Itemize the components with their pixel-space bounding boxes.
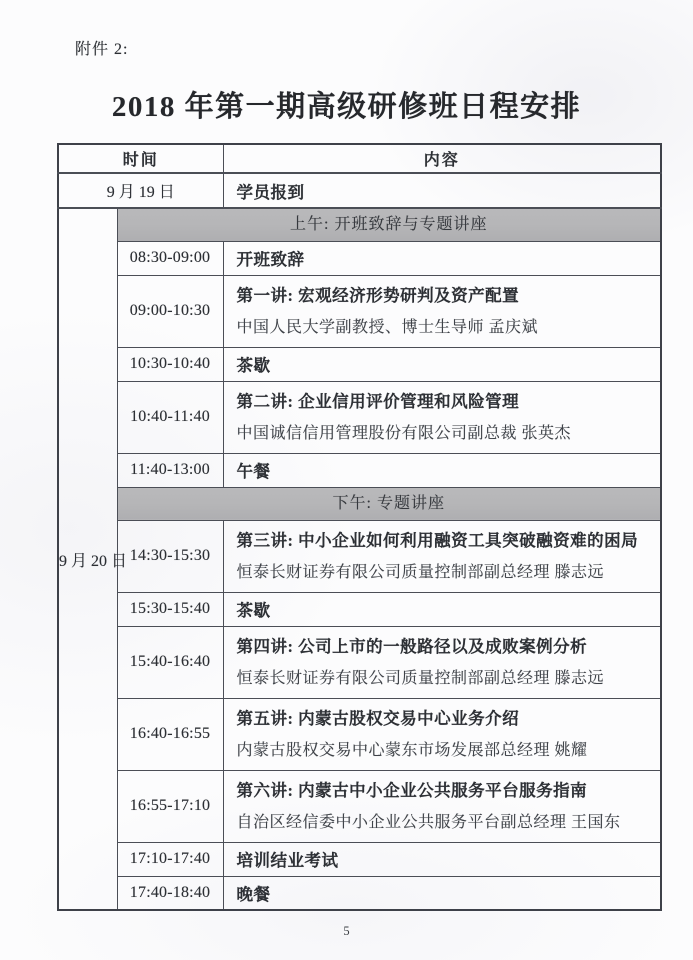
table-row (58, 347, 661, 381)
page-number: 5 (343, 924, 350, 938)
date-cell-sep19: 9 月 19 日 (58, 173, 223, 208)
session-title: 第五讲: 内蒙古股权交易中心业务介绍 (236, 709, 520, 728)
session-title: 学员报到 (236, 182, 305, 202)
speaker-line: 自治区经信委中小企业公共服务平台副总经理 王国东 (236, 814, 621, 831)
attachment-label: 附件 2: (75, 41, 129, 58)
page-title: 2018 年第一期高级研修班日程安排 (111, 91, 582, 123)
content-cell (223, 626, 661, 698)
session-title: 第四讲: 公司上市的一般路径以及成败案例分析 (236, 637, 588, 656)
session-title: 茶歇 (236, 601, 271, 620)
table-row (58, 241, 661, 275)
time-cell: 16:40-16:55 (117, 698, 223, 770)
session-title: 第二讲: 企业信用评价管理和风险管理 (236, 392, 520, 411)
content-cell (223, 173, 661, 208)
table-row (58, 173, 661, 208)
morning-session-banner: 上午: 开班致辞与专题讲座 (117, 208, 661, 241)
table-row (58, 381, 661, 453)
content-cell (223, 876, 661, 910)
session-title: 晚餐 (236, 884, 271, 904)
date-cell-sep20: 9 月 20 日 (58, 208, 117, 910)
time-cell: 10:30-10:40 (117, 347, 223, 381)
time-cell: 08:30-09:00 (117, 241, 223, 275)
table-row (58, 698, 661, 770)
content-cell (223, 347, 661, 381)
time-cell: 15:40-16:40 (117, 626, 223, 698)
table-row (58, 626, 661, 698)
afternoon-session-banner: 下午: 专题讲座 (117, 487, 661, 520)
session-title: 开班致辞 (236, 250, 305, 269)
session-title: 午餐 (236, 462, 271, 481)
content-cell (223, 520, 661, 592)
time-cell: 11:40-13:00 (117, 453, 223, 487)
content-column-header: 内容 (223, 144, 661, 173)
speaker-line: 中国诚信信用管理股份有限公司副总裁 张英杰 (236, 425, 572, 442)
time-cell: 14:30-15:30 (117, 520, 223, 592)
time-cell: 17:40-18:40 (117, 876, 223, 910)
session-title: 第六讲: 内蒙古中小企业公共服务平台服务指南 (236, 781, 588, 800)
content-cell (223, 698, 661, 770)
content-cell (223, 592, 661, 626)
session-title: 茶歇 (236, 356, 271, 375)
time-cell: 09:00-10:30 (117, 275, 223, 347)
content-cell (223, 842, 661, 876)
speaker-line: 中国人民大学副教授、博士生导师 孟庆斌 (236, 319, 539, 336)
table-header-row (58, 144, 661, 173)
content-cell (223, 770, 661, 842)
speaker-line: 恒泰长财证券有限公司质量控制部副总经理 滕志远 (236, 670, 605, 687)
session-title: 第三讲: 中小企业如何利用融资工具突破融资难的困局 (236, 531, 639, 550)
time-cell: 17:10-17:40 (117, 842, 223, 876)
session-title: 培训结业考试 (236, 851, 339, 870)
content-cell (223, 275, 661, 347)
table-row (58, 592, 661, 626)
table-row (58, 842, 661, 876)
speaker-line: 内蒙古股权交易中心蒙东市场发展部总经理 姚耀 (236, 742, 588, 759)
time-cell: 10:40-11:40 (117, 381, 223, 453)
session-title: 第一讲: 宏观经济形势研判及资产配置 (236, 286, 520, 305)
schedule-table (57, 143, 662, 911)
time-cell: 15:30-15:40 (117, 592, 223, 626)
table-row (58, 876, 661, 910)
content-cell (223, 241, 661, 275)
table-row (58, 520, 661, 592)
content-cell (223, 453, 661, 487)
table-row (58, 275, 661, 347)
table-row (58, 770, 661, 842)
content-cell (223, 381, 661, 453)
speaker-line: 恒泰长财证券有限公司质量控制部副总经理 滕志远 (236, 564, 605, 581)
time-column-header: 时间 (58, 144, 223, 173)
time-cell: 16:55-17:10 (117, 770, 223, 842)
session-banner-row (58, 208, 661, 241)
table-row (58, 453, 661, 487)
session-banner-row (58, 487, 661, 520)
